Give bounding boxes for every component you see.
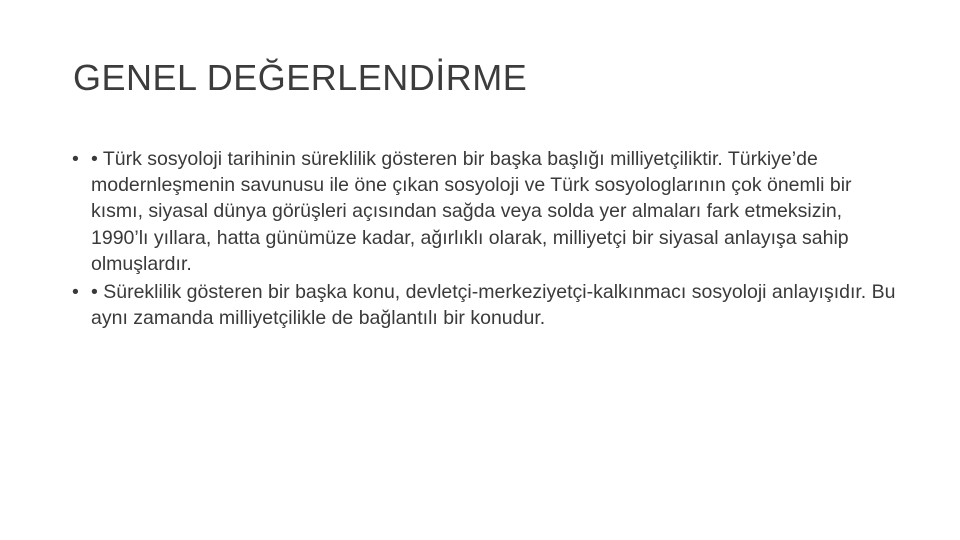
bullet-icon: •: [72, 281, 79, 304]
bullet-list: [72, 146, 902, 333]
bullet-text: • Süreklilik gösteren bir başka konu, devletçi-merkeziyetçi-kalkınmacı sosyoloji anlayışıdır. Bu aynı zamanda milliyetçilikle de bağlantılı bir konudur.: [91, 281, 896, 330]
bullet-text: • Türk sosyoloji tarihinin süreklilik gösteren bir başka başlığı milliyetçiliktir. Türkiye’de modernleşmenin savunusu ile öne çıkan sosyoloji ve Türk sosyologlarının çok önemli bir kısmı, siyasal dünya görüşleri açısından sağda veya solda yer almaları fark etmeksizin, 1990’lı yıllara, hatta günümüze kadar, ağırlıklı olarak, milliyetçi bir siyasal anlayışa sahip olmuşlardır.: [91, 148, 852, 275]
bullet-item: [72, 146, 902, 277]
bullet-icon: •: [72, 148, 79, 170]
slide-title: GENEL DEĞERLENDİRME: [73, 57, 528, 98]
bullet-item: [72, 279, 902, 331]
